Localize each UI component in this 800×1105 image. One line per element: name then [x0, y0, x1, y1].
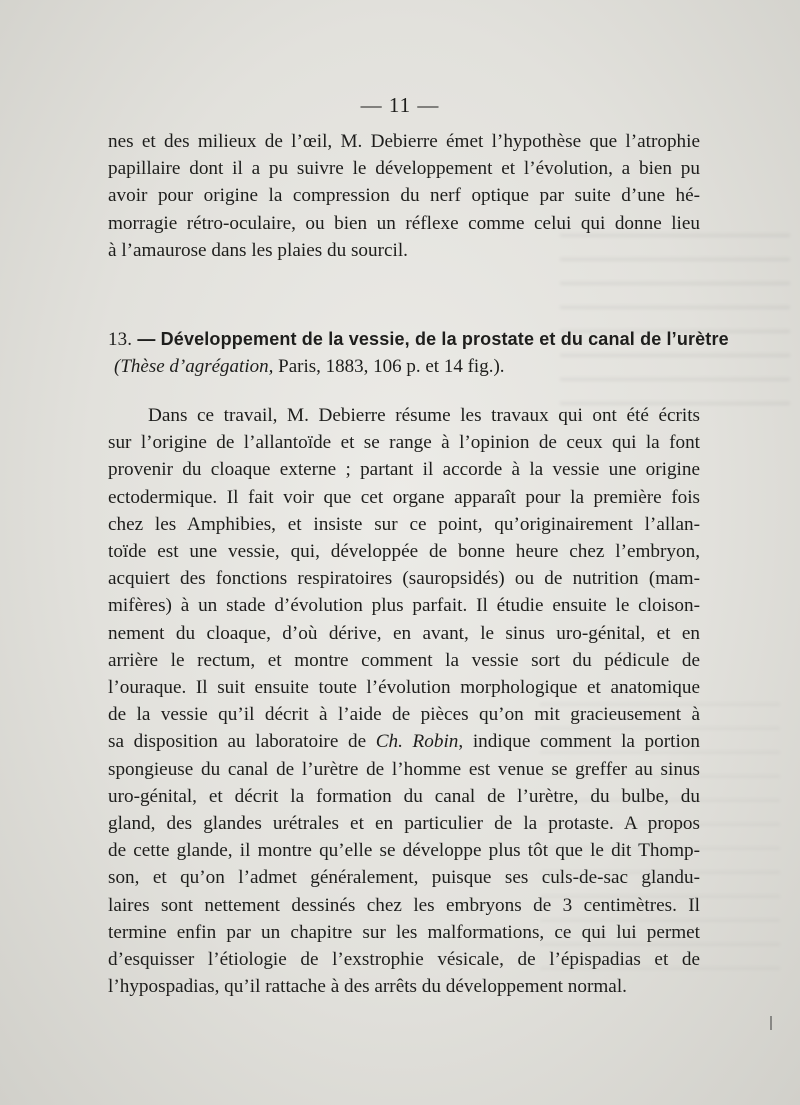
text-line: nement du cloaque, d’où dérive, en avant, le sinus uro-génital, et en: [108, 622, 700, 644]
page-number: — 11 —: [360, 93, 440, 117]
text-line: chez les Amphibies, et insiste sur ce point, qu’originairement l’allan-: [108, 513, 700, 535]
section-title-text: — Développement de la vessie, de la prostate et du canal de l’urètre: [132, 329, 729, 349]
section-heading: [108, 326, 729, 380]
publication-reference: [108, 353, 700, 380]
text-line: à l’amaurose dans les plaies du sourcil.: [108, 239, 408, 261]
text-line: [108, 728, 700, 755]
text-line: papillaire dont il a pu suivre le développement et l’évolution, a bien pu: [108, 158, 700, 180]
text-line: laires sont nettement dessinés chez les embryons de 3 centimètres. Il: [108, 894, 700, 916]
text-line: gland, des glandes urétrales et en particulier de la protaste. A propos: [108, 813, 700, 835]
text-line: arrière le rectum, et montre comment la vessie sort du pédicule de: [108, 649, 700, 671]
text-line: termine enfin par un chapitre sur les malformations, ce qui lui permet: [108, 921, 700, 943]
text-line-start: sa disposition au laboratoire de: [108, 731, 376, 753]
text-line: de cette glande, il montre qu’elle se développe plus tôt que le dit Thomp-: [108, 840, 700, 862]
section-title: [108, 326, 729, 353]
text-line: son, et qu’on l’admet généralement, puisque ses culs-de-sac glandu-: [108, 867, 700, 889]
publication-details: Paris, 1883, 106 p. et 14 fig.).: [273, 356, 505, 377]
text-line: d’esquisser l’étiologie de l’exstrophie vésicale, de l’épispadias et de: [108, 949, 700, 971]
text-line: uro-génital, et décrit la formation du canal de l’urètre, du bulbe, du: [108, 785, 700, 807]
text-line: Dans ce travail, M. Debierre résume les travaux qui ont été écrits: [148, 405, 700, 426]
text-line: l’ouraque. Il suit ensuite toute l’évolution morphologique et anatomique: [108, 677, 700, 699]
text-line: morragie rétro-oculaire, ou bien un réflexe comme celui qui donne lieu: [108, 212, 700, 234]
text-line: mifères) à un stade d’évolution plus parfait. Il étudie ensuite le cloison-: [108, 595, 700, 617]
text-line: ectodermique. Il fait voir que cet organe apparaît pour la première fois: [108, 486, 700, 508]
text-line-end: , indique comment la portion: [458, 731, 700, 753]
person-name: Ch. Robin: [375, 731, 459, 753]
publication-title: (Thèse d’agrégation,: [114, 356, 274, 377]
section-number: 13.: [108, 329, 133, 350]
paragraph-summary: [108, 402, 700, 1000]
text-line: spongieuse du canal de l’urètre de l’homme est venue se greffer au sinus: [108, 758, 700, 780]
text-line: l’hypospadias, qu’il rattache à des arrêts du développement normal.: [108, 976, 627, 998]
scan-mark: [770, 1016, 772, 1030]
text-line: toïde est une vessie, qui, développée de bonne heure chez l’embryon,: [108, 541, 700, 563]
text-line: acquiert des fonctions respiratoires (sauropsidés) ou de nutrition (mam-: [108, 568, 700, 590]
text-line: de la vessie qu’il décrit à l’aide de pièces qu’on mit gracieusement à: [108, 704, 700, 726]
paragraph-continued: [108, 128, 700, 264]
text-line: provenir du cloaque externe ; partant il accorde à la vessie une origine: [108, 459, 700, 481]
text-line: nes et des milieux de l’œil, M. Debierre émet l’hypothèse que l’atrophie: [108, 131, 700, 152]
text-line: sur l’origine de l’allantoïde et se range à l’opinion de ceux qui la font: [108, 432, 700, 454]
text-line: avoir pour origine la compression du nerf optique par suite d’une hé-: [108, 185, 700, 207]
